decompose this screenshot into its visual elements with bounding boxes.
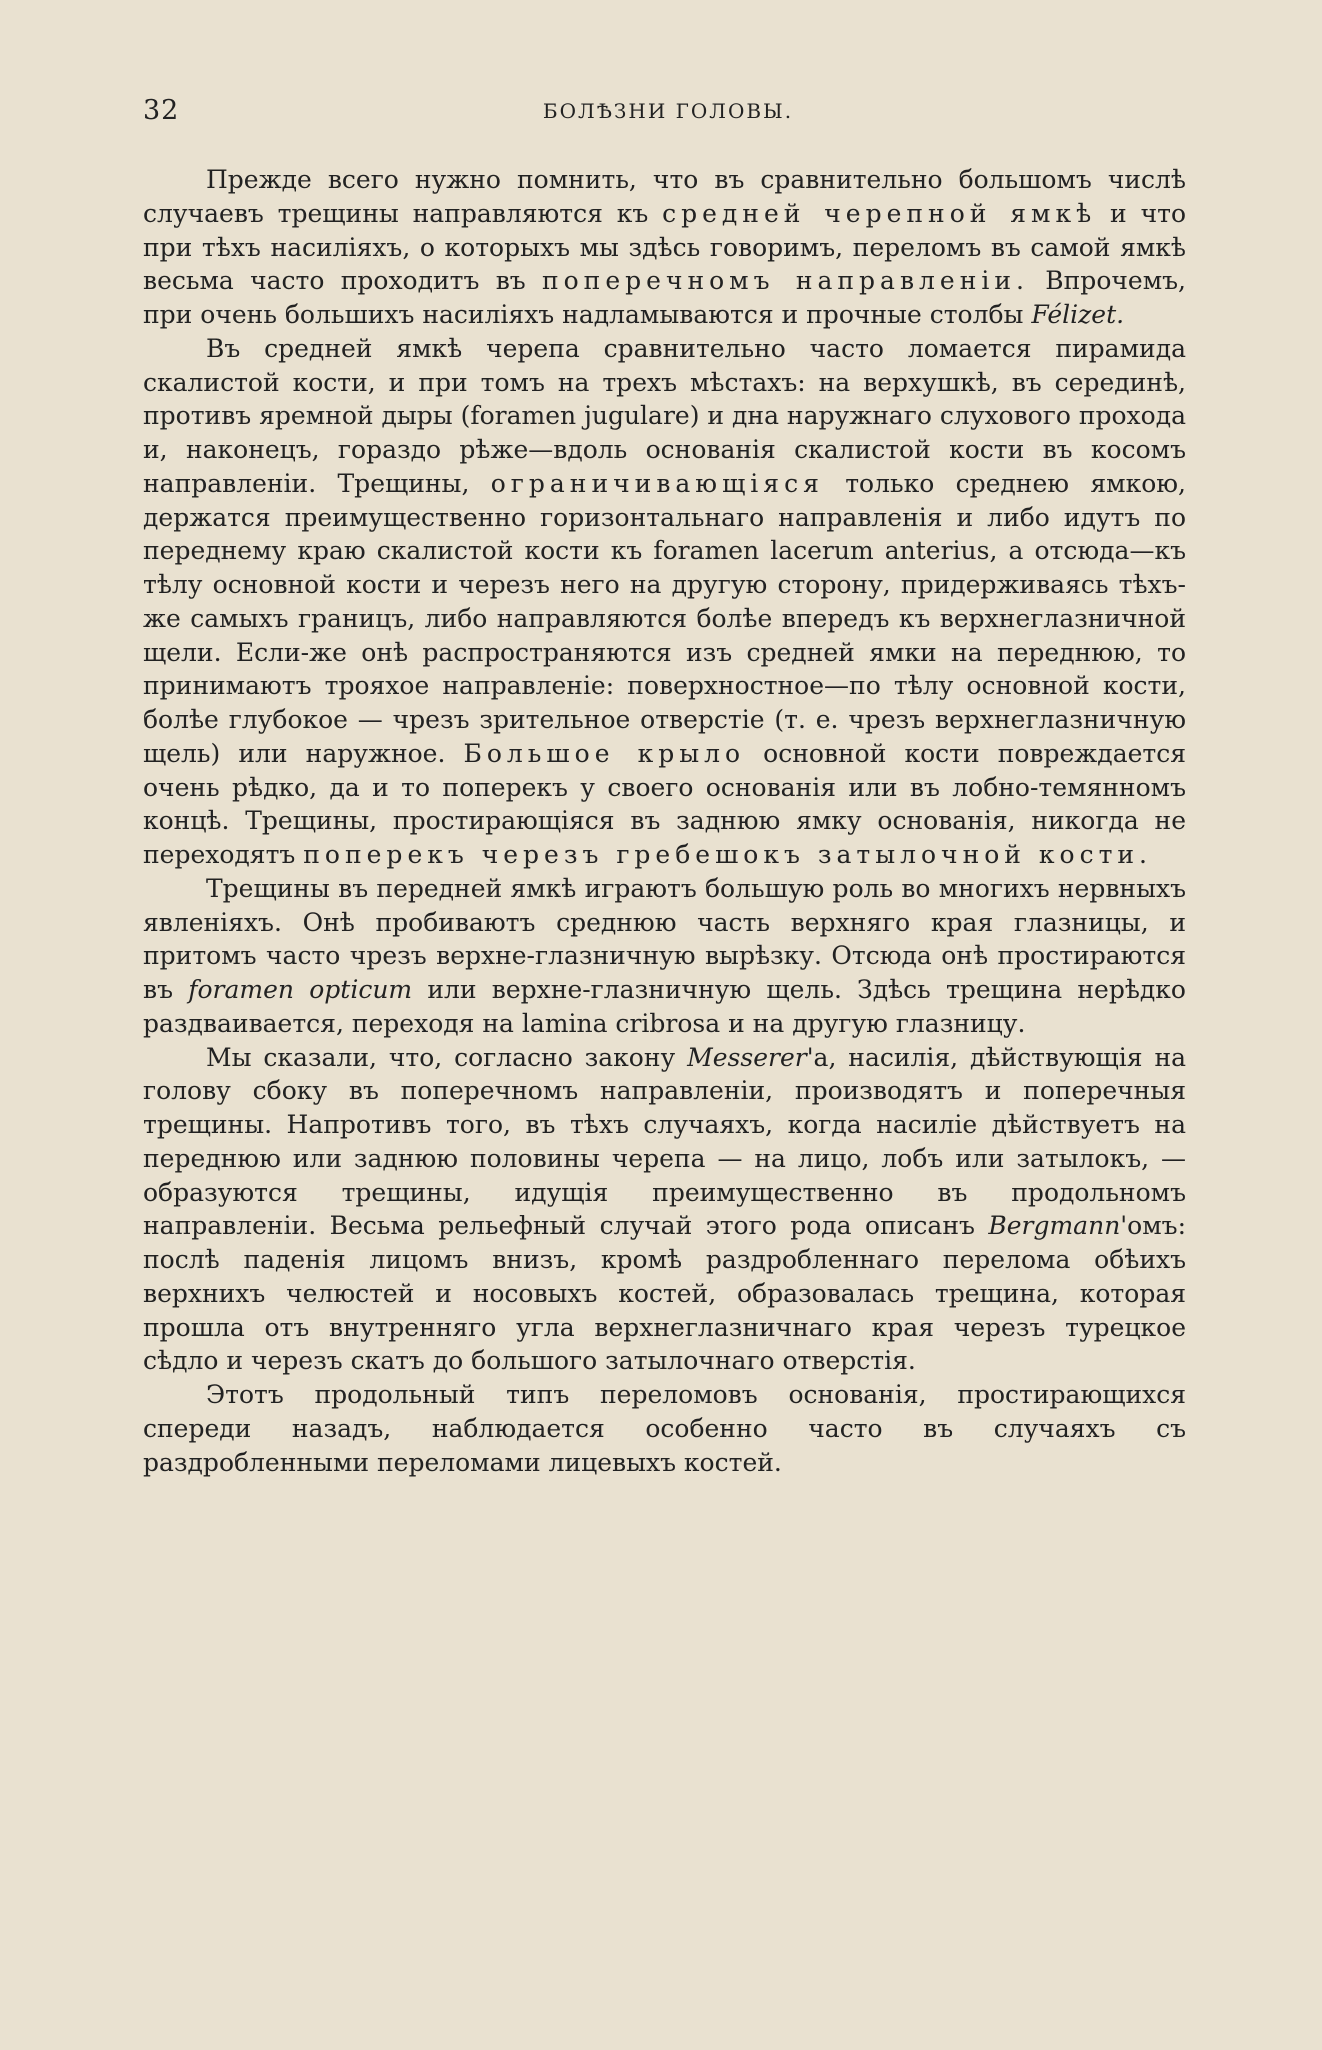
paragraph: [143, 163, 1186, 332]
spaced-emphasis: поперечномъ направленіи.: [541, 266, 1029, 296]
italic-author-name: Messerer: [687, 1042, 807, 1072]
text-segment: 'омъ: послѣ паденія лицомъ внизъ, кромѣ раздробленнаго перелома обѣихъ верхнихъ челюстей и носовыхъ костей, образовалась трещина, которая прошла отъ внутренняго угла верхнеглазничнаго края черезъ турецкое сѣдло и черезъ скатъ до большого затылочнаго отверстія.: [143, 1211, 1186, 1376]
spaced-emphasis: ограничивающіяся: [490, 468, 824, 498]
text-segment: Впрочемъ, при очень большихъ насиліяхъ надламываются и прочные столбы: [143, 266, 1186, 329]
italic-author-name: Bergmann: [988, 1211, 1121, 1241]
text-segment: Мы сказали, что, согласно закону: [206, 1042, 688, 1072]
spaced-emphasis: поперекъ черезъ гребешокъ затылочной кости.: [303, 840, 1153, 869]
spaced-emphasis: средней черепной ямкѣ: [662, 198, 1097, 228]
text-segment: основной кости повреждается очень рѣдко, да и то поперекъ у своего основанія или въ лобно-темянномъ концѣ. Трещины, простирающіяся въ заднюю ямку основанія, никогда не переходятъ: [143, 738, 1186, 869]
page-header: [143, 95, 1193, 135]
page-number: 32: [143, 95, 180, 126]
running-title: БОЛѢЗНИ ГОЛОВЫ.: [542, 99, 794, 123]
paragraph: [143, 1041, 1186, 1379]
paragraph: [143, 872, 1186, 1041]
italic-author-name: Félizet.: [1031, 300, 1125, 329]
text-segment: Прежде всего нужно помнить, что въ сравнительно большомъ числѣ случаевъ трещины направляются къ: [143, 165, 1186, 228]
text-segment: Въ средней ямкѣ черепа сравнительно часто ломается пирамида скалистой кости, и при томъ на трехъ мѣстахъ: на верхушкѣ, въ серединѣ, противъ яремной дыры (foramen jugulare) и дна наружнаго слухового прохода и, наконецъ, гораздо рѣже—вдоль основанія скалистой кости въ косомъ направленіи. Трещины,: [143, 333, 1186, 498]
italic-term: foramen opticum: [188, 975, 413, 1004]
text-segment: или верхне-глазничную щель. Здѣсь трещина нерѣдко раздваивается, переходя на lamina cribrosa и на другую глазницу.: [143, 975, 1186, 1038]
spaced-emphasis: Большое крыло: [463, 738, 746, 768]
text-segment: и что при тѣхъ насиліяхъ, о которыхъ мы здѣсь говоримъ, переломъ въ самой ямкѣ весьма часто проходитъ въ: [143, 198, 1186, 296]
body-text: [143, 163, 1186, 1479]
text-segment: Трещины въ передней ямкѣ играютъ большую роль во многихъ нервныхъ явленіяхъ. Онѣ пробиваютъ среднюю часть верхняго края глазницы, и притомъ часто чрезъ верхне-глазничную вырѣзку. Отсюда онѣ простираются въ: [143, 873, 1186, 1004]
text-segment: Этотъ продольный типъ переломовъ основанія, простирающихся спереди назадъ, наблюдается особенно часто въ случаяхъ съ раздробленными переломами лицевыхъ костей.: [143, 1380, 1186, 1477]
paragraph: [143, 1378, 1186, 1479]
text-segment: только среднею ямкою, держатся преимущественно горизонтальнаго направленія и либо идутъ по переднему краю скалистой кости къ foramen lacerum anterius, а отсюда—къ тѣлу основной кости и черезъ него на другую сторону, придерживаясь тѣхъ-же самыхъ границъ, либо направляются болѣе впередъ къ верхнеглазничной щели. Если-же онѣ распространяются изъ средней ямки на переднюю, то принимаютъ трояхое направленіе: поверхностное—по тѣлу основной кости, болѣе глубокое — чрезъ зрительное отверстіе (т. е. чрезъ верхнеглазничную щель) или наружное.: [143, 468, 1186, 768]
paragraph: [143, 332, 1186, 872]
text-segment: 'а, насилія, дѣйствующія на голову сбоку въ поперечномъ направленіи, производятъ и поперечныя трещины. Напротивъ того, въ тѣхъ случаяхъ, когда насиліе дѣйствуетъ на переднюю или заднюю половины черепа — на лицо, лобъ или затылокъ, — образуются трещины, идущія преимущественно въ продольномъ направленіи. Весьма рельефный случай этого рода описанъ: [143, 1042, 1187, 1241]
